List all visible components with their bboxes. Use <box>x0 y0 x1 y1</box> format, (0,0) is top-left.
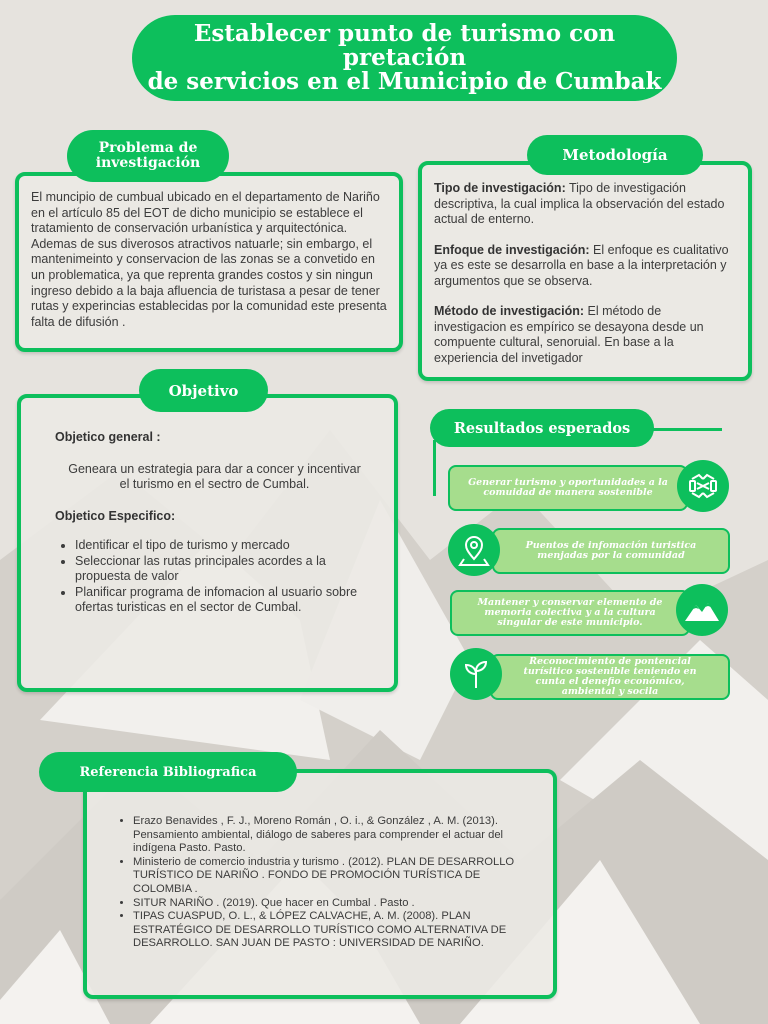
metodologia-item-label: Enfoque de investigación: <box>434 242 590 257</box>
metodologia-card <box>418 161 752 381</box>
objetivo-especifico-item: • Identificar el tipo de turismo y mercado <box>75 538 374 554</box>
objetivo-especifico-item: • Planificar programa de infomacion al usuario sobre ofertas turisticas en el sector de Cumbal. <box>75 585 374 616</box>
objetivo-especifico-item: • Seleccionar las rutas principales acordes a la propuesta de valor <box>75 554 374 585</box>
objetivo-card <box>17 394 398 692</box>
referencias-card <box>83 769 557 999</box>
referencias-list <box>113 815 533 951</box>
metodologia-item-text: El enfoque es cualitativo ya es este se desarrolla en base a la interpretación y argumentos que se observa. <box>434 242 729 288</box>
metodologia-item <box>434 181 736 228</box>
mountain-icon <box>676 584 728 636</box>
metodologia-item-text: Tipo de investigación descriptiva, la cual implica la observación del estado actual de enterno. <box>434 181 725 226</box>
objetivo-especifico-label: Objetico Especifico: <box>55 508 176 523</box>
referencia-item: • SITUR NARIÑO . (2019). Que hacer en Cumbal . Pasto . <box>133 897 533 911</box>
metodologia-item <box>434 243 736 290</box>
referencia-item: • Erazo Benavides , F. J., Moreno Román , O. i., & González , A. M. (2013). Pensamiento ambiental, diálogo de saberes para comprender el actuar del indígena Pasto. Pasto. <box>133 815 533 856</box>
resultados-connector-vertical <box>433 440 436 496</box>
resultado-text: Puentos de infomación turistica menjadas por la comunidad <box>525 540 697 561</box>
page-title <box>132 15 677 101</box>
metodologia-item <box>434 304 736 366</box>
metodologia-heading: Metodología <box>527 135 703 175</box>
resultado-box <box>490 654 730 700</box>
resultado-text: Generar turismo y oportunidades a la comuidad de manera sostenible <box>468 477 668 498</box>
objetivo-heading: Objetivo <box>139 369 268 412</box>
problema-text: El muncipio de cumbual ubicado en el departamento de Nariño en el artículo 85 del EOT de dicho municipio se establece el tratamiento de conservación urbanística y arquitectónica. Ademas de sus diverosos atractivos natuarle; sin embargo, el mantenimeinto y conservacion de las zonas se a convetido en un problematica, ya que reprenta grandes costos y sin ningun ingreso debido a la baja afluencia de turistasa a pesar de tener rutas y experincias establecidas por la comunidad este presenta falta de difusión . <box>31 190 387 329</box>
objetivo-general-label: Objetico general : <box>55 430 161 444</box>
title-line-1: Establecer punto de turismo con pretación <box>193 20 616 71</box>
metodologia-item-label: Tipo de investigación: <box>434 181 566 195</box>
resultado-text: Mantener y conservar elemento de memoria colectiva y a la cultura singular de este municipio. <box>477 597 663 628</box>
resultado-box <box>492 528 730 574</box>
objetivo-general-text: Geneara un estrategia para dar a concer y incentivar el turismo en el sectro de Cumbal. <box>68 461 361 491</box>
resultados-heading: Resultados esperados <box>430 409 654 447</box>
problema-heading-line-2: investigación <box>95 155 201 171</box>
resultado-box <box>450 590 690 636</box>
hands-circle-icon <box>677 460 729 512</box>
referencias-heading: Referencia Bibliografica <box>39 752 297 792</box>
resultado-text: Reconocimiento de pontencial turísitico sostenible teniendo en cunta el denefio económico, ambiental y socila <box>523 656 697 697</box>
title-line-2: de servicios en el Municipio de Cumbak <box>147 68 662 95</box>
problema-heading-line-1: Problema de <box>98 140 198 156</box>
referencia-item: • TIPAS CUASPUD, O. L., & LÓPEZ CALVACHE, A. M. (2008). PLAN ESTRATÉGICO DE DESARROLLO TURÍSTICO COMO ALTERNATIVA DE DESARROLLO. SAN JUAN DE PASTO : UNIVERSIDAD DE NARIÑO. <box>133 910 533 951</box>
resultado-box <box>448 465 688 511</box>
objetivo-especificos-list <box>55 538 374 616</box>
sprout-icon <box>450 648 502 700</box>
problema-heading <box>67 130 229 182</box>
referencia-item: • Ministerio de comercio industria y turismo . (2012). PLAN DE DESARROLLO TURÍSTICO DE NARIÑO . FONDO DE PROMOCIÓN TURÍSTICA DE COLOMBIA . <box>133 856 533 897</box>
metodologia-item-text: El método de investigacion es empírico se desayona desde un compuente cultural, senoruial. En base a la experiencia del invetigador <box>434 304 704 365</box>
problema-card <box>15 172 403 352</box>
metodologia-item-label: Método de investigación: <box>434 304 585 318</box>
location-pin-icon <box>448 524 500 576</box>
